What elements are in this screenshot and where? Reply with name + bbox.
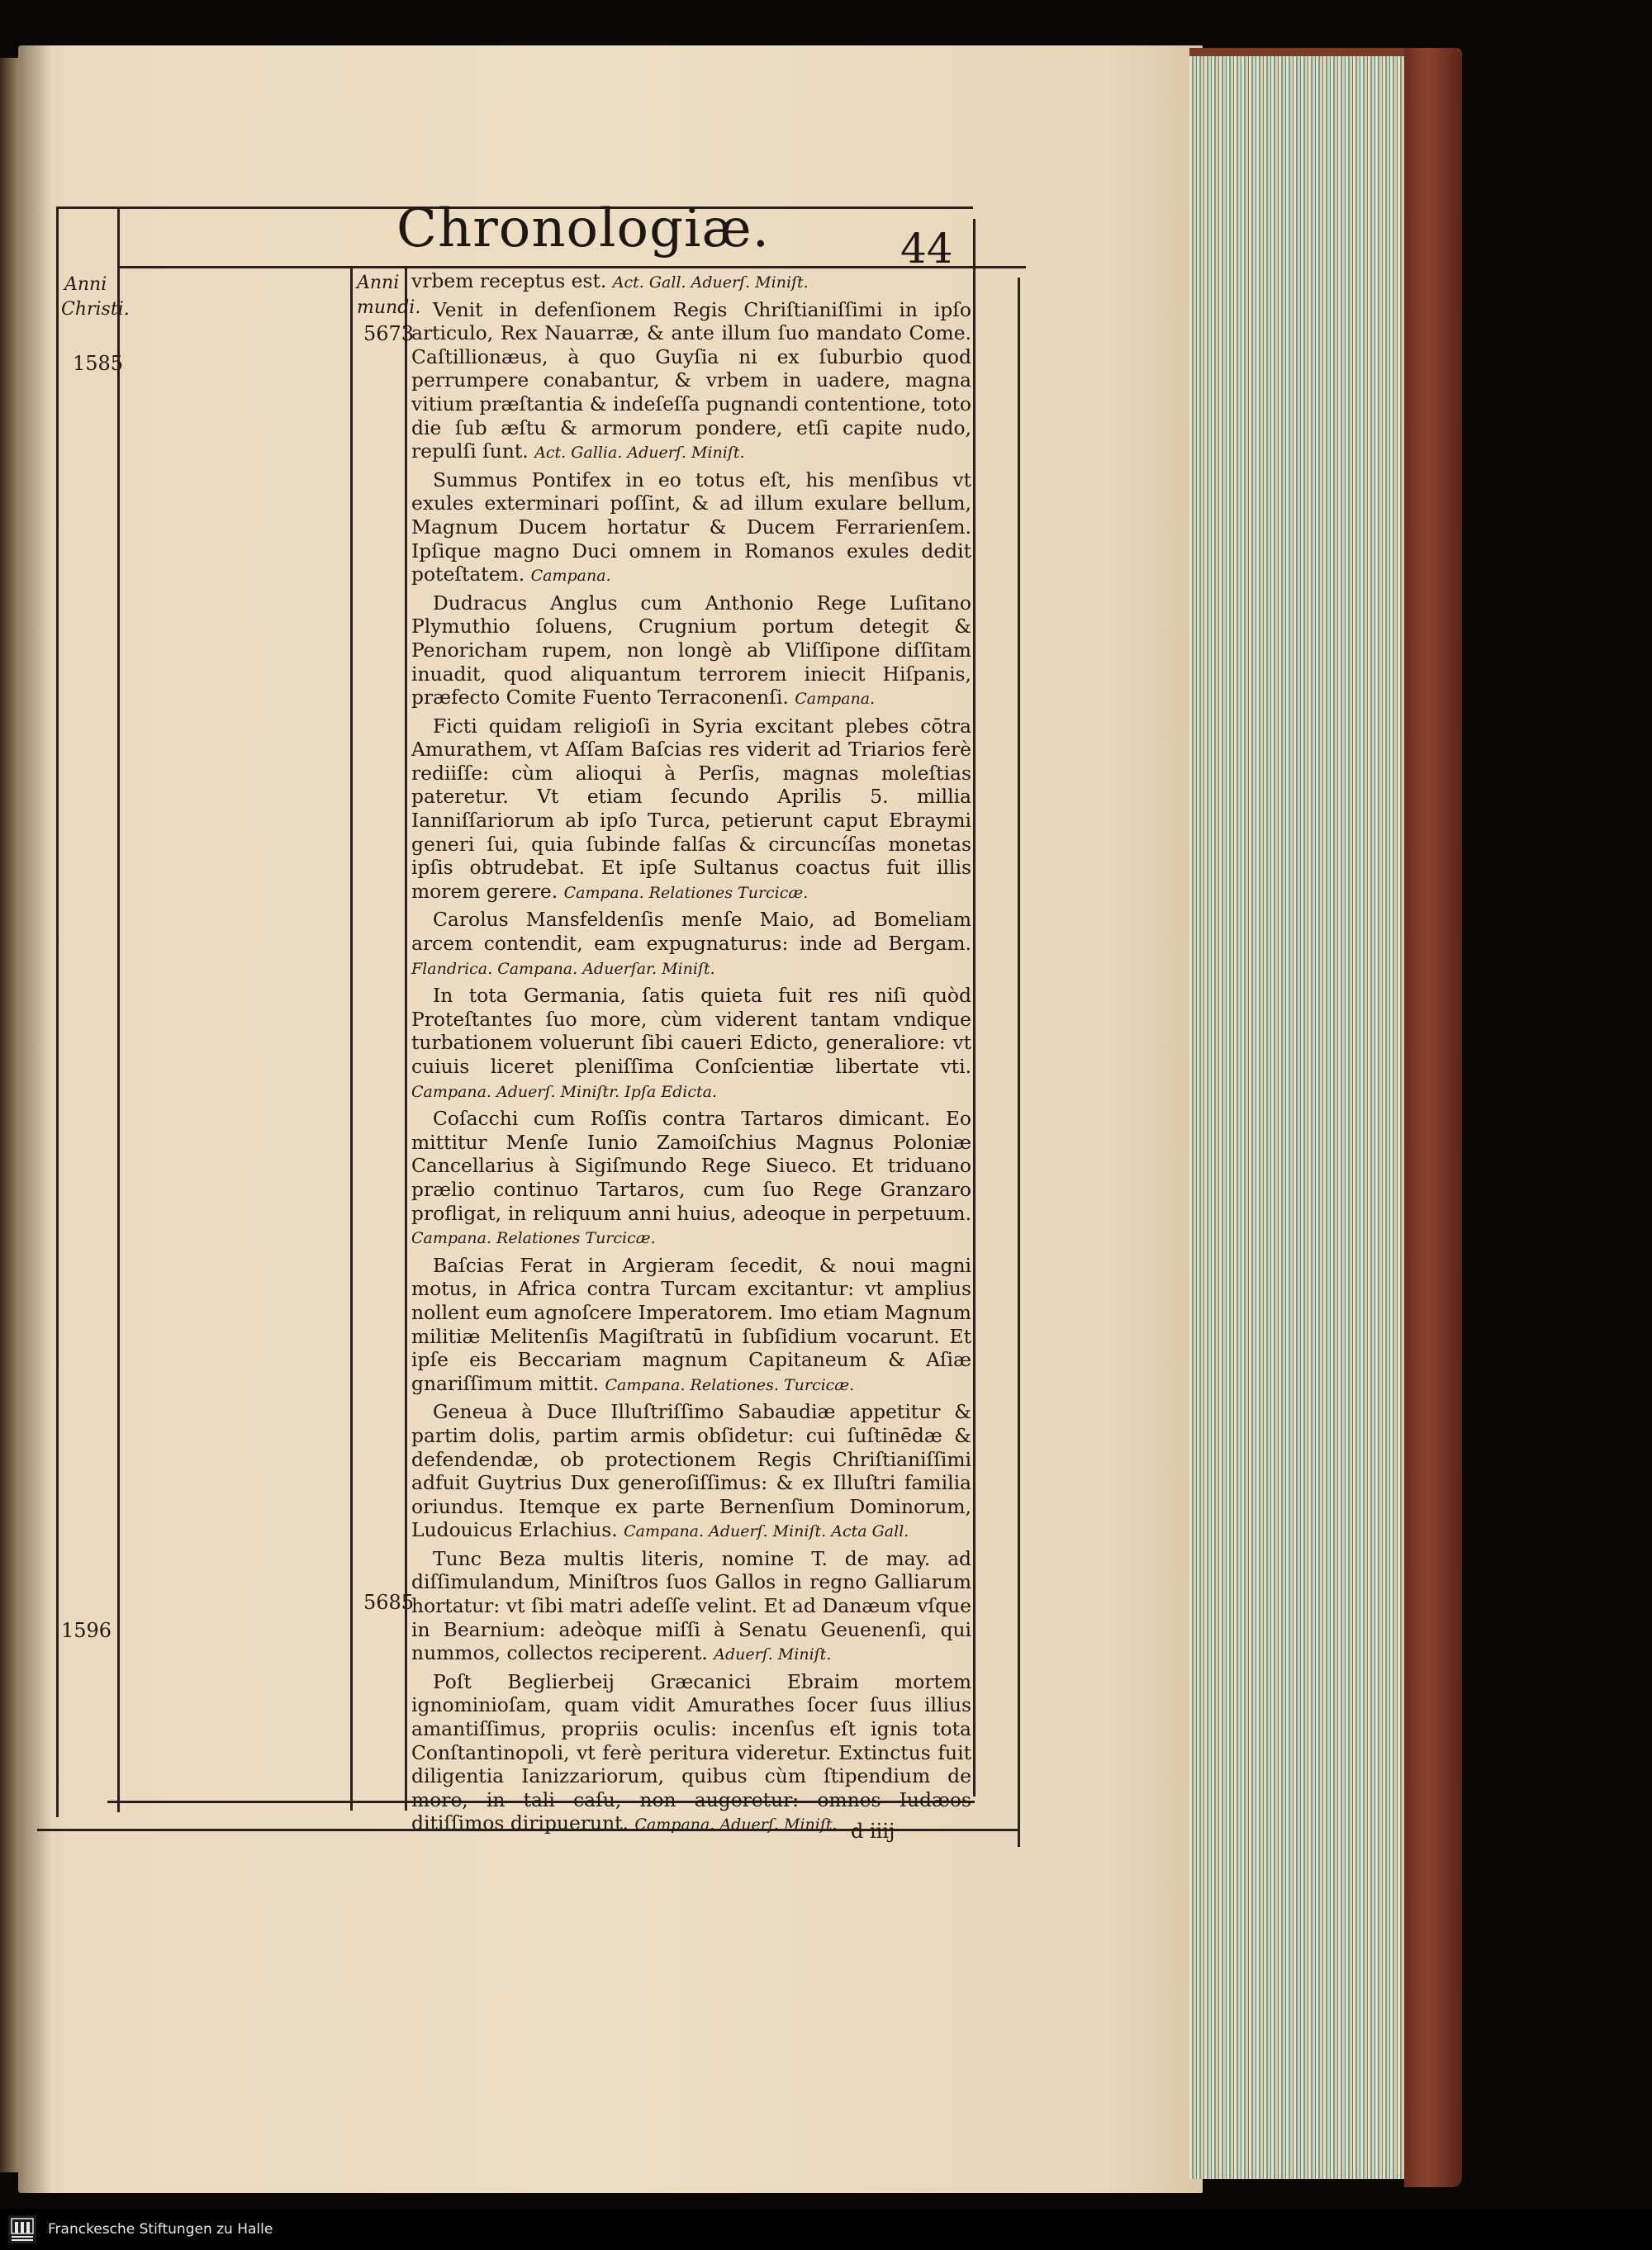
running-title: Chronologiæ. <box>396 198 770 259</box>
paragraph <box>411 1254 971 1398</box>
page-number: 44 <box>900 225 953 273</box>
source-citation: Act. Gallia. Aduerſ. Miniſt. <box>534 444 745 463</box>
margin-label-christi: Christi. <box>61 299 130 320</box>
paragraph-text: Venit in defenſionem Regis Chriſtianiſſimi in ipſo articulo, Rex Nauarræ, & ante illum ſuo mandato Come. Caſtillionæus, à quo Guyſia ni ex ſuburbio quod perrumpere conabantur, & vrbem in uadere, magna vitium præſtantia & indeſeſſa pugnandi contentione, toto die ſub æſtu & armorum pondere, etſi capite nudo, repulſi ſunt. <box>411 297 971 463</box>
year-mundi-5685: 5685 <box>363 1591 415 1614</box>
source-citation: Campana. <box>795 690 876 709</box>
paragraph <box>411 1670 971 1837</box>
frame-line-margin-1 <box>117 208 120 1812</box>
paragraph-text: Summus Pontifex in eo totus eſt, his menſibus vt exules exterminari poſſint, & ad illum exulare bellum, Magnum Ducem hortatur & Ducem Ferrarienſem. Ipſique magno Duci omnem in Romanos exules dedit poteſtatem. <box>411 468 971 586</box>
paragraph-text: Carolus Mansfeldenſis menſe Maio, ad Bomeliam arcem contendit, eam expugnaturus: inde ad Bergam. <box>411 908 971 956</box>
frame-line-margin-3 <box>405 266 407 1811</box>
paragraph-text: Geneua à Duce Illuſtriſſimo Sabaudiæ appetitur & partim dolis, partim armis obſidetur: cui ſuſtinēdæ & defendendæ, ob protectionem Regis Chriſtianiſſimi adfuit Guytrius Dux generoſiſſimus: & ex Illuſtri familia oriundus. Itemque ex parte Bernenſium Dominorum, Ludouicus Erlachius. <box>411 1400 971 1542</box>
paragraph-text: Dudracus Anglus cum Anthonio Rege Luſitano Plymuthio ſoluens, Crugnium portum detegit & Penoricham rupem, non longè ab Vliſſipone diſſitam inuadit, quod aliquantum terrorem iniecit Hiſpanis, præfecto Comite Fuento Terraconenſi. <box>411 591 971 710</box>
frame-line-header-bottom <box>117 266 1026 268</box>
paragraph <box>411 908 971 980</box>
margin-label-mundi: mundi. <box>357 297 421 318</box>
source-citation: Campana. Relationes. Turcicæ. <box>605 1375 855 1394</box>
paragraph-text: Coſacchi cum Roſſis contra Tartaros dimicant. Eo mittitur Menſe Iunio Zamoiſchius Magnus Poloniæ Cancellarius à Sigiſmundo Rege Siueco. Et triduano prælio continuo Tartaros, cum ſuo Rege Granzaro profligat, in reliquum anni huius, adeoque in perpetuum. <box>411 1107 971 1225</box>
frame-line-right <box>973 219 976 1797</box>
source-citation: Campana. Relationes Turcicæ. <box>563 883 809 902</box>
footer-bar <box>0 2209 1652 2250</box>
source-citation: Campana. Aduerſ. Miniſt. <box>634 1816 838 1835</box>
gutter-shadow <box>18 45 51 2193</box>
frame-line-outer-right <box>1018 278 1020 1847</box>
paragraph <box>411 468 971 588</box>
paragraph <box>411 1400 971 1544</box>
paragraph-text: Tunc Beza multis literis, nomine T. de may. ad diſſimulandum, Miniſtros ſuos Gallos in regno Galliarum hortatur: vt ſibi matri adeſſe velint. Et ad Danæum vſque in Bearnium: adeòque miſſi à Senatu Geuenenſi, qui nummos, collectos reciperent. <box>411 1546 971 1665</box>
paragraph <box>411 269 971 295</box>
paragraph <box>411 714 971 905</box>
facing-page-edge <box>0 58 20 2172</box>
year-mundi-5673: 5673 <box>363 322 415 345</box>
paragraph <box>411 1547 971 1667</box>
page-block-edges <box>1189 56 1408 2179</box>
signature-mark: d iiij <box>851 1820 895 1843</box>
source-citation: Aduerſ. Miniſt. <box>714 1645 832 1664</box>
paragraph <box>411 591 971 711</box>
source-citation: Campana. Aduerſ. Miniſtr. Ipſa Edicta. <box>411 1082 717 1101</box>
paragraph <box>411 298 971 465</box>
source-citation: Campana. <box>530 567 611 586</box>
paragraph-text: Poſt Beglierbeij Græcanici Ebraim mortem ignominioſam, quam vidit Amurathes ſocer ſuus illius amantiſſimus, propriis oculis: incenſus eſt ignis tota Conſtantinopoli, vt ferè peritura videretur. Extinctus fuit diligentia Ianizzariorum, quibus cùm ſtipendium de more, in tali caſu, non augeretur: omnes Iudæos ditiſſimos diripuerunt. <box>411 1669 971 1835</box>
main-text-column <box>411 269 971 1840</box>
source-citation: Flandrica. Campana. Aduerſar. Miniſt. <box>411 959 715 978</box>
paragraph <box>411 1107 971 1251</box>
institution-name: Franckesche Stiftungen zu Halle <box>48 2221 273 2238</box>
source-citation: Campana. Aduerſ. Miniſt. Acta Gall. <box>624 1522 909 1541</box>
margin-label-anni-mundi: Anni <box>357 273 400 293</box>
paragraph-text: vrbem receptus est. <box>411 269 607 292</box>
book-cover-edge <box>1404 48 1462 2187</box>
frame-line-left <box>56 208 59 1817</box>
frame-line-margin-2 <box>350 266 353 1811</box>
year-christi-1585: 1585 <box>73 352 124 375</box>
paragraph <box>411 984 971 1104</box>
paragraph-text: Baſcias Ferat in Argieram ſecedit, & noui magni motus, in Africa contra Turcam excitantur: vt amplius nollent eum agnoſcere Imperatorem. Imo etiam Magnum militiæ Melitenſis Magiſtratū in ſubſidium vocarunt. Et ipſe eis Beccariam magnum Capitaneum & Aſiæ gnariſſimum mittit. <box>411 1253 971 1395</box>
paragraph-text: Ficti quidam religioſi in Syria excitant plebes cōtra Amurathem, vt Aſſam Baſcias res viderit ad Triarios ferè rediiſſe: cùm alioqui à Perſis, magnas moleſtias pateretur. Vt etiam ſecundo Aprilis 5. millia Ianniſſariorum ab ipſo Turca, petierunt caput Ebraymi generi ſui, quia ſubinde falſas & circuncíſas monetas ipſis obtrudebat. Et ipſe Sultanus coactus fuit illis morem gerere. <box>411 714 971 903</box>
source-citation: Act. Gall. Aduerſ. Miniſt. <box>612 273 809 292</box>
paragraph-text: In tota Germania, ſatis quieta fuit res niſi quòd Proteſtantes ſuo more, cùm viderent tantam vndique turbationem voluerunt ſibi caueri Edicto, generaliore: vt cuiuis liceret pleniſſima Conſcientiæ libertate vti. <box>411 984 971 1078</box>
institution-logo-icon <box>8 2215 36 2243</box>
year-christi-1596: 1596 <box>61 1619 112 1642</box>
margin-label-anni: Anni <box>64 274 107 295</box>
source-citation: Campana. Relationes Turcicæ. <box>411 1229 656 1248</box>
